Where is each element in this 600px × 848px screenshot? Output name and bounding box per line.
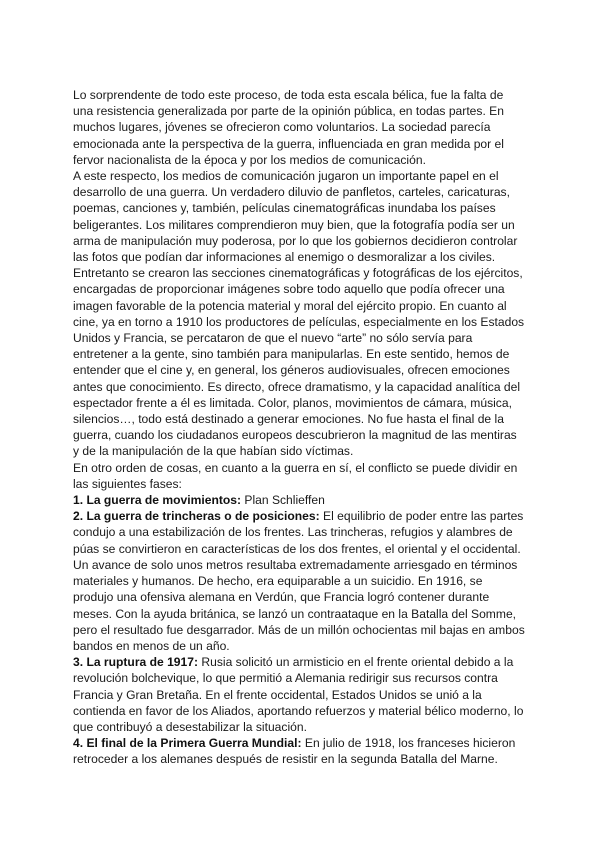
phase-title: 3. La ruptura de 1917: <box>73 655 199 670</box>
phase-text: En julio de 1918, los franceses hicieron retroceder a los alemanes después de resistir en la segunda Batalla del Marne. <box>73 736 516 767</box>
phase-item-rupture-1917 <box>73 654 525 735</box>
phase-item-trenches <box>73 508 525 654</box>
paragraph-phases-intro: En otro orden de cosas, en cuanto a la guerra en sí, el conflicto se puede dividir en las siguientes fases: <box>73 460 518 491</box>
phase-text: Rusia solicitó un armisticio en el frente oriental debido a la revolución bolchevique, lo que permitió a Alemania redirigir sus recursos contra Francia y Gran Bretaña. En el frente occidental, Estados Unidos se unió a la contienda en favor de los Aliados, aportando refuerzos y material bélico moderno, lo que contribuyó a desestabilizar la situación. <box>73 655 524 734</box>
phase-title: 4. El final de la Primera Guerra Mundial: <box>73 736 302 751</box>
phase-item-movements <box>73 492 525 508</box>
paragraph-public-opinion: Lo sorprendente de todo este proceso, de toda esta escala bélica, fue la falta de una resistencia generalizada por parte de la opinión pública, en todas partes. En muchos lugares, jóvenes se ofrecieron como voluntarios. La sociedad parecía emocionada ante la perspectiva de la guerra, influenciada en gran medida por el fervor nacionalista de la época y por los medios de comunicación. <box>73 88 504 167</box>
phase-text: El equilibrio de poder entre las partes condujo a una estabilización de los frentes. Las trincheras, refugios y alambres de púas se convirtieron en características de los dos frentes, el oriental y el occidental. Un avance de solo unos metros resultaba extremadamente arriesgado en términos materiales y humanos. De hecho, era equiparable a un suicidio. En 1916, se produjo una ofensiva alemana en Verdún, que Francia logró contener durante meses. Con la ayuda británica, se lanzó un contraataque en la Batalla del Somme, pero el resultado fue desgarrador. Más de un millón ochocientas mil bajas en ambos bandos en menos de un año. <box>73 509 525 653</box>
phase-title: 1. La guerra de movimientos: <box>73 493 242 508</box>
phase-text: Plan Schlieffen <box>241 493 325 508</box>
document-page <box>73 87 525 768</box>
phase-title: 2. La guerra de trincheras o de posiciones: <box>73 509 320 524</box>
paragraph-media-role: A este respecto, los medios de comunicación jugaron un importante papel en el desarrollo de una guerra. Un verdadero diluvio de panfletos, carteles, caricaturas, poemas, canciones y, también, películas cinematográficas inundaba los países beligerantes. Los militares comprendieron muy bien, que la fotografía podía ser un arma de manipulación muy poderosa, por lo que los gobiernos decidieron controlar las fotos que podían dar informaciones al enemigo o desmoralizar a los civiles. Entretanto se crearon las secciones cinematográficas y fotográficas de los ejércitos, encargadas de proporcionar imágenes sobre todo aquello que podía ofrecer una imagen favorable de la potencia material y moral del ejército propio. En cuanto al cine, ya en torno a 1910 los productores de películas, especialmente en los Estados Unidos y Francia, se percataron de que el nuevo “arte” no sólo servía para entretener a la gente, sino también para manipularlas. En este sentido, hemos de entender que el cine y, en general, los géneros audiovisuales, ofrecen emociones antes que conocimiento. Es directo, ofrece dramatismo, y la capacidad analítica del espectador frente a él es limitada. Color, planos, movimientos de cámara, música, silencios…, todo está destinado a generar emociones. No fue hasta el final de la guerra, cuando los ciudadanos europeos descubrieron la magnitud de las mentiras y de la manipulación de la que habían sido víctimas. <box>73 169 525 459</box>
phase-item-war-end <box>73 735 525 767</box>
